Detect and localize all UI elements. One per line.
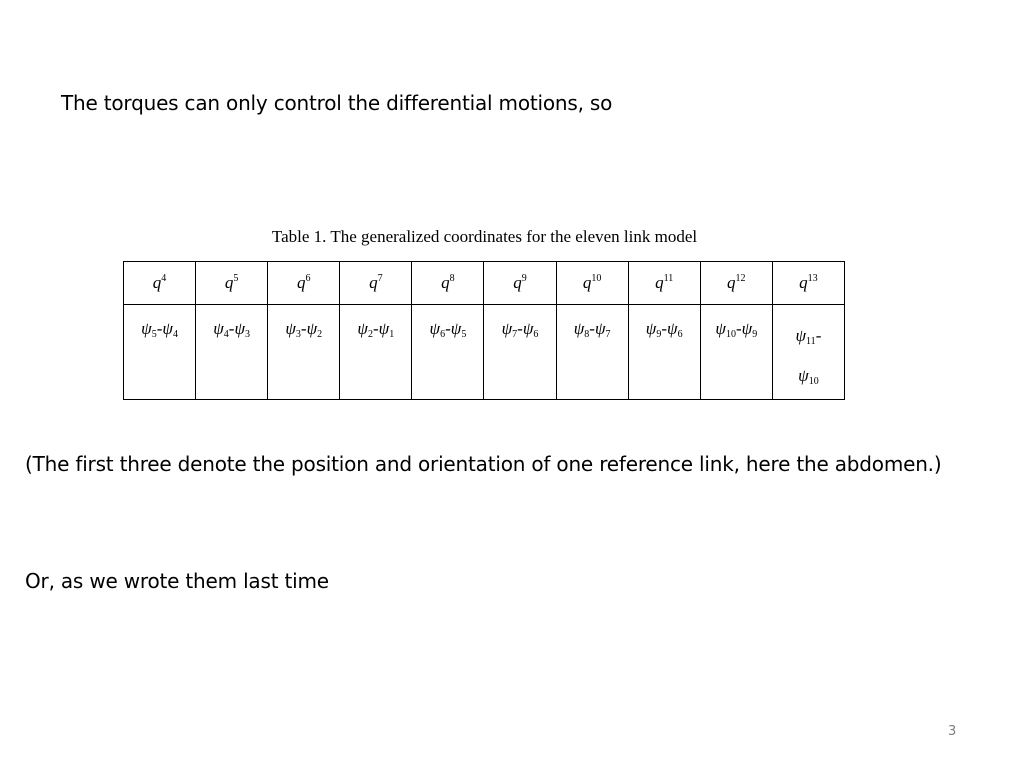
psi-symbol: ψ	[450, 319, 462, 338]
coordinate-symbol: q	[655, 273, 664, 292]
table-header-cell	[340, 262, 412, 305]
coordinate-index: 10	[591, 273, 602, 284]
table-caption: Table 1. The generalized coordinates for the eleven link model	[271, 227, 698, 246]
coordinate-symbol: q	[513, 273, 522, 292]
psi-index: 6	[677, 329, 683, 340]
coordinate-index: 11	[663, 273, 674, 284]
table-header-cell	[196, 262, 268, 305]
psi-index: 7	[605, 329, 611, 340]
coordinate-index: 7	[377, 273, 383, 284]
coordinate-index: 8	[449, 273, 455, 284]
table-header-cell	[484, 262, 556, 305]
intro-text: The torques can only control the differential motions, so	[61, 91, 613, 115]
coordinate-symbol: q	[582, 273, 592, 292]
psi-index: 6	[440, 329, 446, 340]
table-header-cell	[772, 262, 844, 305]
psi-symbol: ψ	[213, 319, 224, 338]
minus-sign: -	[661, 319, 668, 338]
coordinate-symbol: q	[369, 273, 378, 292]
coordinate-symbol: q	[799, 273, 808, 292]
minus-sign: -	[517, 319, 523, 338]
table-header-cell	[700, 262, 772, 305]
minus-sign: -	[589, 319, 595, 338]
table-cell	[556, 305, 628, 400]
psi-symbol: ψ	[378, 319, 390, 338]
coordinate-symbol: q	[727, 273, 736, 292]
psi-index: 5	[151, 329, 157, 340]
psi-index: 5	[461, 329, 467, 340]
psi-index: 9	[656, 329, 662, 340]
coordinate-symbol: q	[152, 273, 162, 292]
psi-symbol: ψ	[162, 319, 173, 338]
psi-symbol: ψ	[306, 319, 318, 338]
table-header-cell	[556, 262, 628, 305]
table-cell	[196, 305, 268, 400]
psi-index: 10	[808, 376, 819, 387]
psi-index: 4	[223, 329, 229, 340]
psi-symbol: ψ	[594, 319, 606, 338]
outro-text: Or, as we wrote them last time	[25, 569, 329, 593]
table-header-cell	[412, 262, 484, 305]
table-cell	[700, 305, 772, 400]
psi-index: 4	[172, 329, 178, 340]
minus-sign: -	[300, 319, 307, 338]
coordinate-index: 6	[305, 273, 311, 284]
table-header-cell	[268, 262, 340, 305]
table-cell	[628, 305, 700, 400]
coordinate-index: 9	[521, 273, 527, 284]
psi-index: 9	[752, 329, 758, 340]
psi-symbol: ψ	[715, 319, 726, 338]
psi-symbol: ψ	[141, 319, 152, 338]
minus-sign: -	[228, 319, 235, 338]
coordinate-symbol: q	[441, 273, 450, 292]
psi-symbol: ψ	[645, 319, 657, 338]
coordinate-index: 5	[233, 273, 239, 284]
minus-sign: -	[815, 326, 822, 345]
minus-sign: -	[156, 319, 163, 338]
psi-symbol: ψ	[795, 326, 807, 345]
psi-index: 3	[245, 329, 251, 340]
coordinate-index: 12	[735, 273, 746, 284]
psi-symbol: ψ	[741, 319, 753, 338]
table-cell	[268, 305, 340, 400]
coordinate-symbol: q	[224, 273, 234, 292]
psi-index: 6	[533, 329, 539, 340]
psi-index: 8	[584, 329, 590, 340]
minus-sign: -	[445, 319, 451, 338]
table-cell	[772, 305, 844, 400]
psi-symbol: ψ	[357, 319, 368, 338]
table-header-cell	[124, 262, 196, 305]
psi-symbol: ψ	[501, 319, 513, 338]
psi-index: 2	[367, 329, 373, 340]
coordinate-index: 4	[161, 273, 167, 284]
psi-index: 3	[295, 329, 301, 340]
psi-symbol: ψ	[429, 319, 441, 338]
table-header-row	[124, 262, 845, 305]
psi-symbol: ψ	[798, 366, 809, 385]
page-number: 3	[948, 724, 957, 739]
table-header-cell	[628, 262, 700, 305]
minus-sign: -	[735, 319, 742, 338]
psi-index: 11	[806, 336, 816, 347]
psi-symbol: ψ	[667, 319, 678, 338]
table-cell	[340, 305, 412, 400]
table-cell	[124, 305, 196, 400]
table-cell	[484, 305, 556, 400]
psi-symbol: ψ	[234, 319, 246, 338]
coordinate-index: 13	[807, 273, 818, 284]
table-body-row	[124, 305, 845, 400]
table-cell	[412, 305, 484, 400]
coordinate-symbol: q	[296, 273, 306, 292]
psi-symbol: ψ	[285, 319, 296, 338]
minus-sign: -	[372, 319, 379, 338]
note-text: (The first three denote the position and orientation of one reference link, here the abdomen.)	[25, 452, 942, 476]
psi-index: 10	[725, 329, 736, 340]
psi-index: 2	[317, 329, 323, 340]
psi-symbol: ψ	[522, 319, 534, 338]
psi-symbol: ψ	[573, 319, 585, 338]
coordinates-table	[123, 261, 845, 400]
psi-index: 1	[389, 329, 395, 340]
psi-index: 7	[512, 329, 518, 340]
